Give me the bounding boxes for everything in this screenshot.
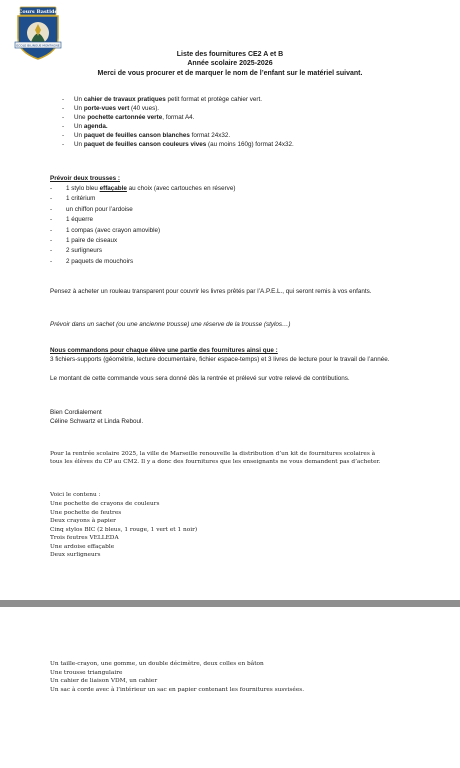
- item-text: Un: [74, 132, 84, 139]
- item-emphasis: paquet de feuilles canson couleurs vives: [83, 141, 207, 148]
- commande-text-1: 3 fichiers-supports (géométrie, lecture documentaire, fichier espace-temps) et 3 livres de lecture pour le travail de l’année.: [50, 356, 390, 363]
- contenu-title: Voici le contenu :: [50, 492, 101, 498]
- list-item: [50, 226, 235, 236]
- item-text: 2 surligneurs: [66, 247, 103, 255]
- item-emphasis: paquet de feuilles canson blanches: [83, 132, 190, 139]
- item-text-suffix: au choix (avec cartouches en réserve): [126, 185, 236, 192]
- item-text: Un: [74, 96, 84, 103]
- document-page-2: [0, 607, 460, 768]
- kit-item: Une trousse triangulaire: [50, 669, 123, 676]
- item-text-suffix: (40 vues).: [129, 105, 160, 112]
- sachet-text: Prévoir dans un sachet (ou une ancienne trousse) une réserve de la trousse (stylos…): [50, 321, 291, 328]
- list-item: [50, 257, 235, 267]
- item-emphasis: effaçable: [99, 185, 127, 192]
- kit-item: Un sac à corde avec à l’intérieur un sac en papier contenant les fournitures susvisées.: [50, 686, 305, 693]
- item-text: 1 équerre: [66, 216, 93, 224]
- kit-item: Deux surligneurs: [50, 552, 101, 558]
- signature-greeting: Bien Cordialement: [50, 409, 102, 416]
- kit-item: Une pochette de feutres: [50, 509, 122, 516]
- list-item: [62, 104, 294, 113]
- item-text: 1 compas (avec crayon amovible): [66, 226, 161, 234]
- logo-name-text: Cours Bastide: [18, 9, 58, 15]
- item-text: Un: [74, 105, 84, 112]
- list-item: [62, 140, 294, 149]
- item-text-suffix: format 24x32.: [189, 132, 231, 139]
- list-item: [50, 194, 235, 204]
- logo-ribbon-text: ECOLE BILINGUE MONTAGNE: [16, 43, 60, 48]
- item-text: 2 paquets de mouchoirs: [66, 257, 134, 265]
- kit-item: Un cahier de liaison VDM, un cahier: [50, 678, 158, 684]
- item-text: Un: [74, 141, 84, 148]
- signature-names: Céline Schwartz et Linda Reboul.: [50, 418, 144, 425]
- trousses-list: [50, 184, 235, 267]
- commande-title: Nous commandons pour chaque élève une partie des fournitures ainsi que :: [50, 347, 278, 354]
- list-item: [62, 131, 294, 140]
- item-text: 1 paire de ciseaux: [66, 237, 118, 245]
- list-item: [50, 215, 235, 225]
- list-item: [62, 95, 294, 104]
- item-text: 1 critérium: [66, 195, 96, 203]
- intro-text: Merci de vous procurer et de marquer le nom de l’enfant sur le matériel suivant.: [97, 70, 363, 77]
- rouleau-text: Pensez à acheter un rouleau transparent pour couvrir les livres prêtés par l’A.P.E.L., qui seront remis à vos enfants.: [50, 288, 372, 295]
- marseille-intro: Pour la rentrée scolaire 2025, la ville de Marseille renouvelle la distribution d’un kit de fournitures scolaires à tous les élèves du CP au CM2. Il y a donc des fournitures que les enseignants ne vous demandent pas d’acheter.: [50, 451, 381, 465]
- item-text: Une: [74, 114, 88, 121]
- supplies-list: [62, 95, 294, 149]
- list-item: [50, 236, 235, 246]
- item-text-suffix: petit format et protège cahier vert.: [165, 96, 262, 103]
- item-text-suffix: (au moins 160g) format 24x32.: [206, 141, 294, 148]
- item-text: 1 stylo bleu: [66, 185, 100, 192]
- kit-item: Cinq stylos BIC (2 bleus, 1 rouge, 1 vert et 1 noir): [50, 526, 198, 533]
- item-emphasis: cahier de travaux pratiques: [83, 96, 166, 103]
- list-item: [62, 122, 294, 131]
- item-text-suffix: , format A4.: [162, 114, 195, 121]
- kit-item: Trois feutres VELLEDA: [50, 535, 119, 541]
- list-item: [62, 113, 294, 122]
- item-emphasis: agenda.: [83, 123, 108, 130]
- document-title: Liste des fournitures CE2 A et B: [176, 51, 284, 58]
- kit-item: Un taille-crayon, une gomme, un double décimètre, deux colles en bâton: [50, 661, 264, 667]
- item-text: Un: [74, 123, 84, 130]
- commande-text-2: Le montant de cette commande vous sera donné dès la rentrée et prélevé sur votre relevé de contributions.: [50, 375, 350, 382]
- kit-items-list-continued: [50, 660, 304, 694]
- item-emphasis: pochette cartonnée verte: [87, 114, 163, 121]
- school-year: Année scolaire 2025-2026: [187, 60, 273, 67]
- list-item: [50, 205, 235, 215]
- kit-item: Deux crayons à papier: [50, 518, 116, 524]
- list-item: [50, 184, 235, 194]
- kit-item: Une ardoise effaçable: [50, 543, 115, 550]
- item-text: un chiffon pour l’ardoise: [66, 205, 133, 213]
- trousses-title: Prévoir deux trousses :: [50, 175, 120, 182]
- kit-items-list: [50, 500, 197, 560]
- item-emphasis: porte-vues vert: [83, 105, 130, 112]
- kit-item: Une pochette de crayons de couleurs: [50, 501, 160, 507]
- list-item: [50, 246, 235, 256]
- page-separator: [0, 600, 460, 607]
